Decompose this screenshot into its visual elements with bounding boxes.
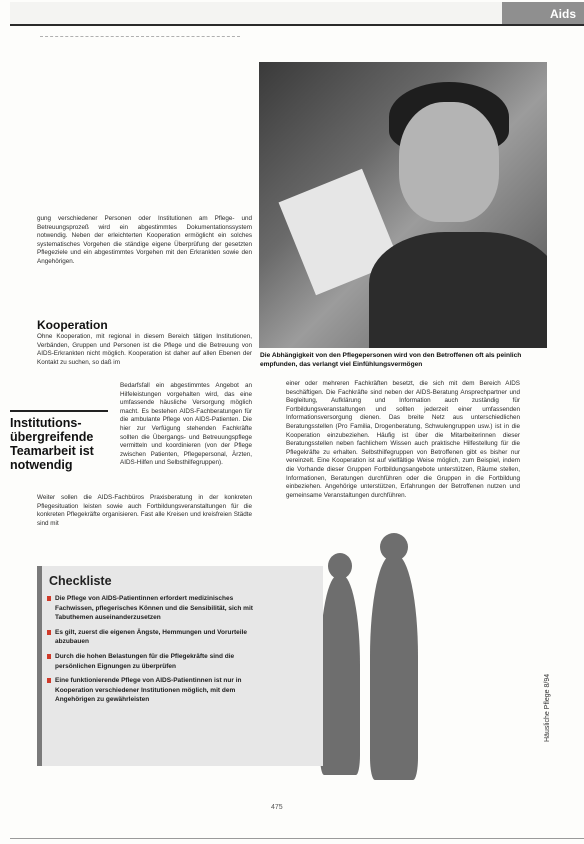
silhouette-figures [300, 555, 460, 785]
article-column-2: einer oder mehreren Fachkräften besetzt, die sich mit dem Bereich AIDS beschäftigen. Die Fachkräfte sind neben der AIDS-Beratung Ansprechpartner und Begleitung, Aufklärung und Information auch zuständig für Fortbildungsveranstaltungen und sollten jederzeit einer umfassenden Informationsversorgung dienen. Das breite Netz aus unterschiedlichen Beratungsstellen (Pro Familia, Drogenberatung, Schwulengruppen usw.) ist in die Kooperation einzubeziehen. Häufig ist über die Mitarbeiterinnen dieser Beratungsstellen neben fachlichem Wissen auch praktische Hilfestellung für die Pflegekräfte zu erhalten. Selbsthilfegruppen von Betroffenen gibt es bisher nur vereinzelt. Eine Kooperation ist auf vielfältige Weise möglich, zum Beispiel, indem die Vorhande dieser Gruppen Fortbildungsangebote unterstützen, Räume stellen, Informationen, Beratungen durchführen oder die Gruppen in die Fortbildung einbeziehen. Angehörige unterstützen, Erfahrungen der Betroffenen nutzen und gemeinsame Veranstaltungen durchführen. [286, 380, 520, 499]
checklist-list [47, 594, 267, 710]
checklist-title: Checkliste [49, 574, 112, 588]
checklist-item: Durch die hohen Belastungen für die Pflegekräfte sind die persönlichen Eignungen zu überprüfen [47, 652, 267, 671]
silhouette-figure-left [320, 575, 360, 775]
checklist-box [37, 566, 323, 766]
silhouette-head-right [380, 533, 408, 561]
section-tab: Aids [502, 2, 584, 24]
article-paragraph-a: Ohne Kooperation, mit regional in diesem Bereich tätigen Institutionen, Verbänden, Gruppen und Personen ist die Pflege und die Betreuung von AIDS-Erkrankten nicht möglich. Kooperation ist daher auf allen Ebenen der Kontakt zu suchen, so daß im [37, 333, 252, 366]
bottom-rule [10, 838, 584, 839]
article-intro: gung verschiedener Personen oder Institutionen am Pflege- und Betreuungsprozeß wird ein abgestimmtes Dokumentationssystem notwendig. Neben der erleichterten Kooperation ermöglicht ein solches systematisches Vorgehen die ständige eigene Überprüfung der gesetzten Pflegeziele und ein abgestimmtes Vorgehen mit den Erkrankten sowie den Angehörigen. [37, 215, 252, 265]
article-paragraph-c: Weiter sollen die AIDS-Fachbüros Praxisberatung in der konkreten Pflegesituation leisten sowie auch Fortbildungsveranstaltungen für die konkreten Pflegekräfte organisieren. Fast alle Kreisen und kreisfreien Städte sind mit [37, 494, 252, 527]
section-heading: Kooperation [37, 318, 108, 332]
photo-shoulder-shape [369, 232, 547, 348]
silhouette-figure-right [370, 555, 418, 780]
journal-label: Häusliche Pflege 8/94 [544, 673, 551, 742]
article-paragraph-b: Bedarfsfall ein abgestimmtes Angebot an Hilfeleistungen vorgehalten wird, das eine umfassende häusliche Versorgung möglich macht. Es bestehen AIDS-Fachberatungen für die ambulante Pflege von AIDS-Patienten. Die hier zur Verfügung stehenden Fachkräfte sollten die Übergangs- und Betreuungspflege vermitteln und koordinieren (von der Pflege zwischen Patienten, Pflegepersonal, Ärzten, AIDS-Hilfen und Selbsthilfegruppen). [120, 382, 252, 467]
header-divider [40, 36, 240, 37]
pull-quote: Institutions-übergreifende Teamarbeit ist notwendig [10, 410, 108, 472]
photo-caption: Die Abhängigkeit von den Pflegepersonen wird von den Betroffenen oft als peinlich empfunden, das verlangt viel Einfühlungsvermögen [260, 352, 522, 368]
checklist-item: Die Pflege von AIDS-Patientinnen erfordert medizinisches Fachwissen, pflegerisches Können und die Sensibilität, sich mit Tabuthemen auseinanderzusetzen [47, 594, 267, 623]
checklist-item: Eine funktionierende Pflege von AIDS-Patientinnen ist nur in Kooperation verschiedener Institutionen möglich, mit dem Angehörigen zu gewährleisten [47, 676, 267, 705]
checklist-item: Es gilt, zuerst die eigenen Ängste, Hemmungen und Vorurteile abzubauen [47, 628, 267, 647]
photo-face-shape [399, 102, 499, 222]
checklist-accent-bar [37, 566, 42, 766]
silhouette-head-left [328, 553, 352, 579]
article-photo [259, 62, 547, 348]
page-number: 475 [271, 804, 283, 811]
header-bar [10, 2, 584, 26]
